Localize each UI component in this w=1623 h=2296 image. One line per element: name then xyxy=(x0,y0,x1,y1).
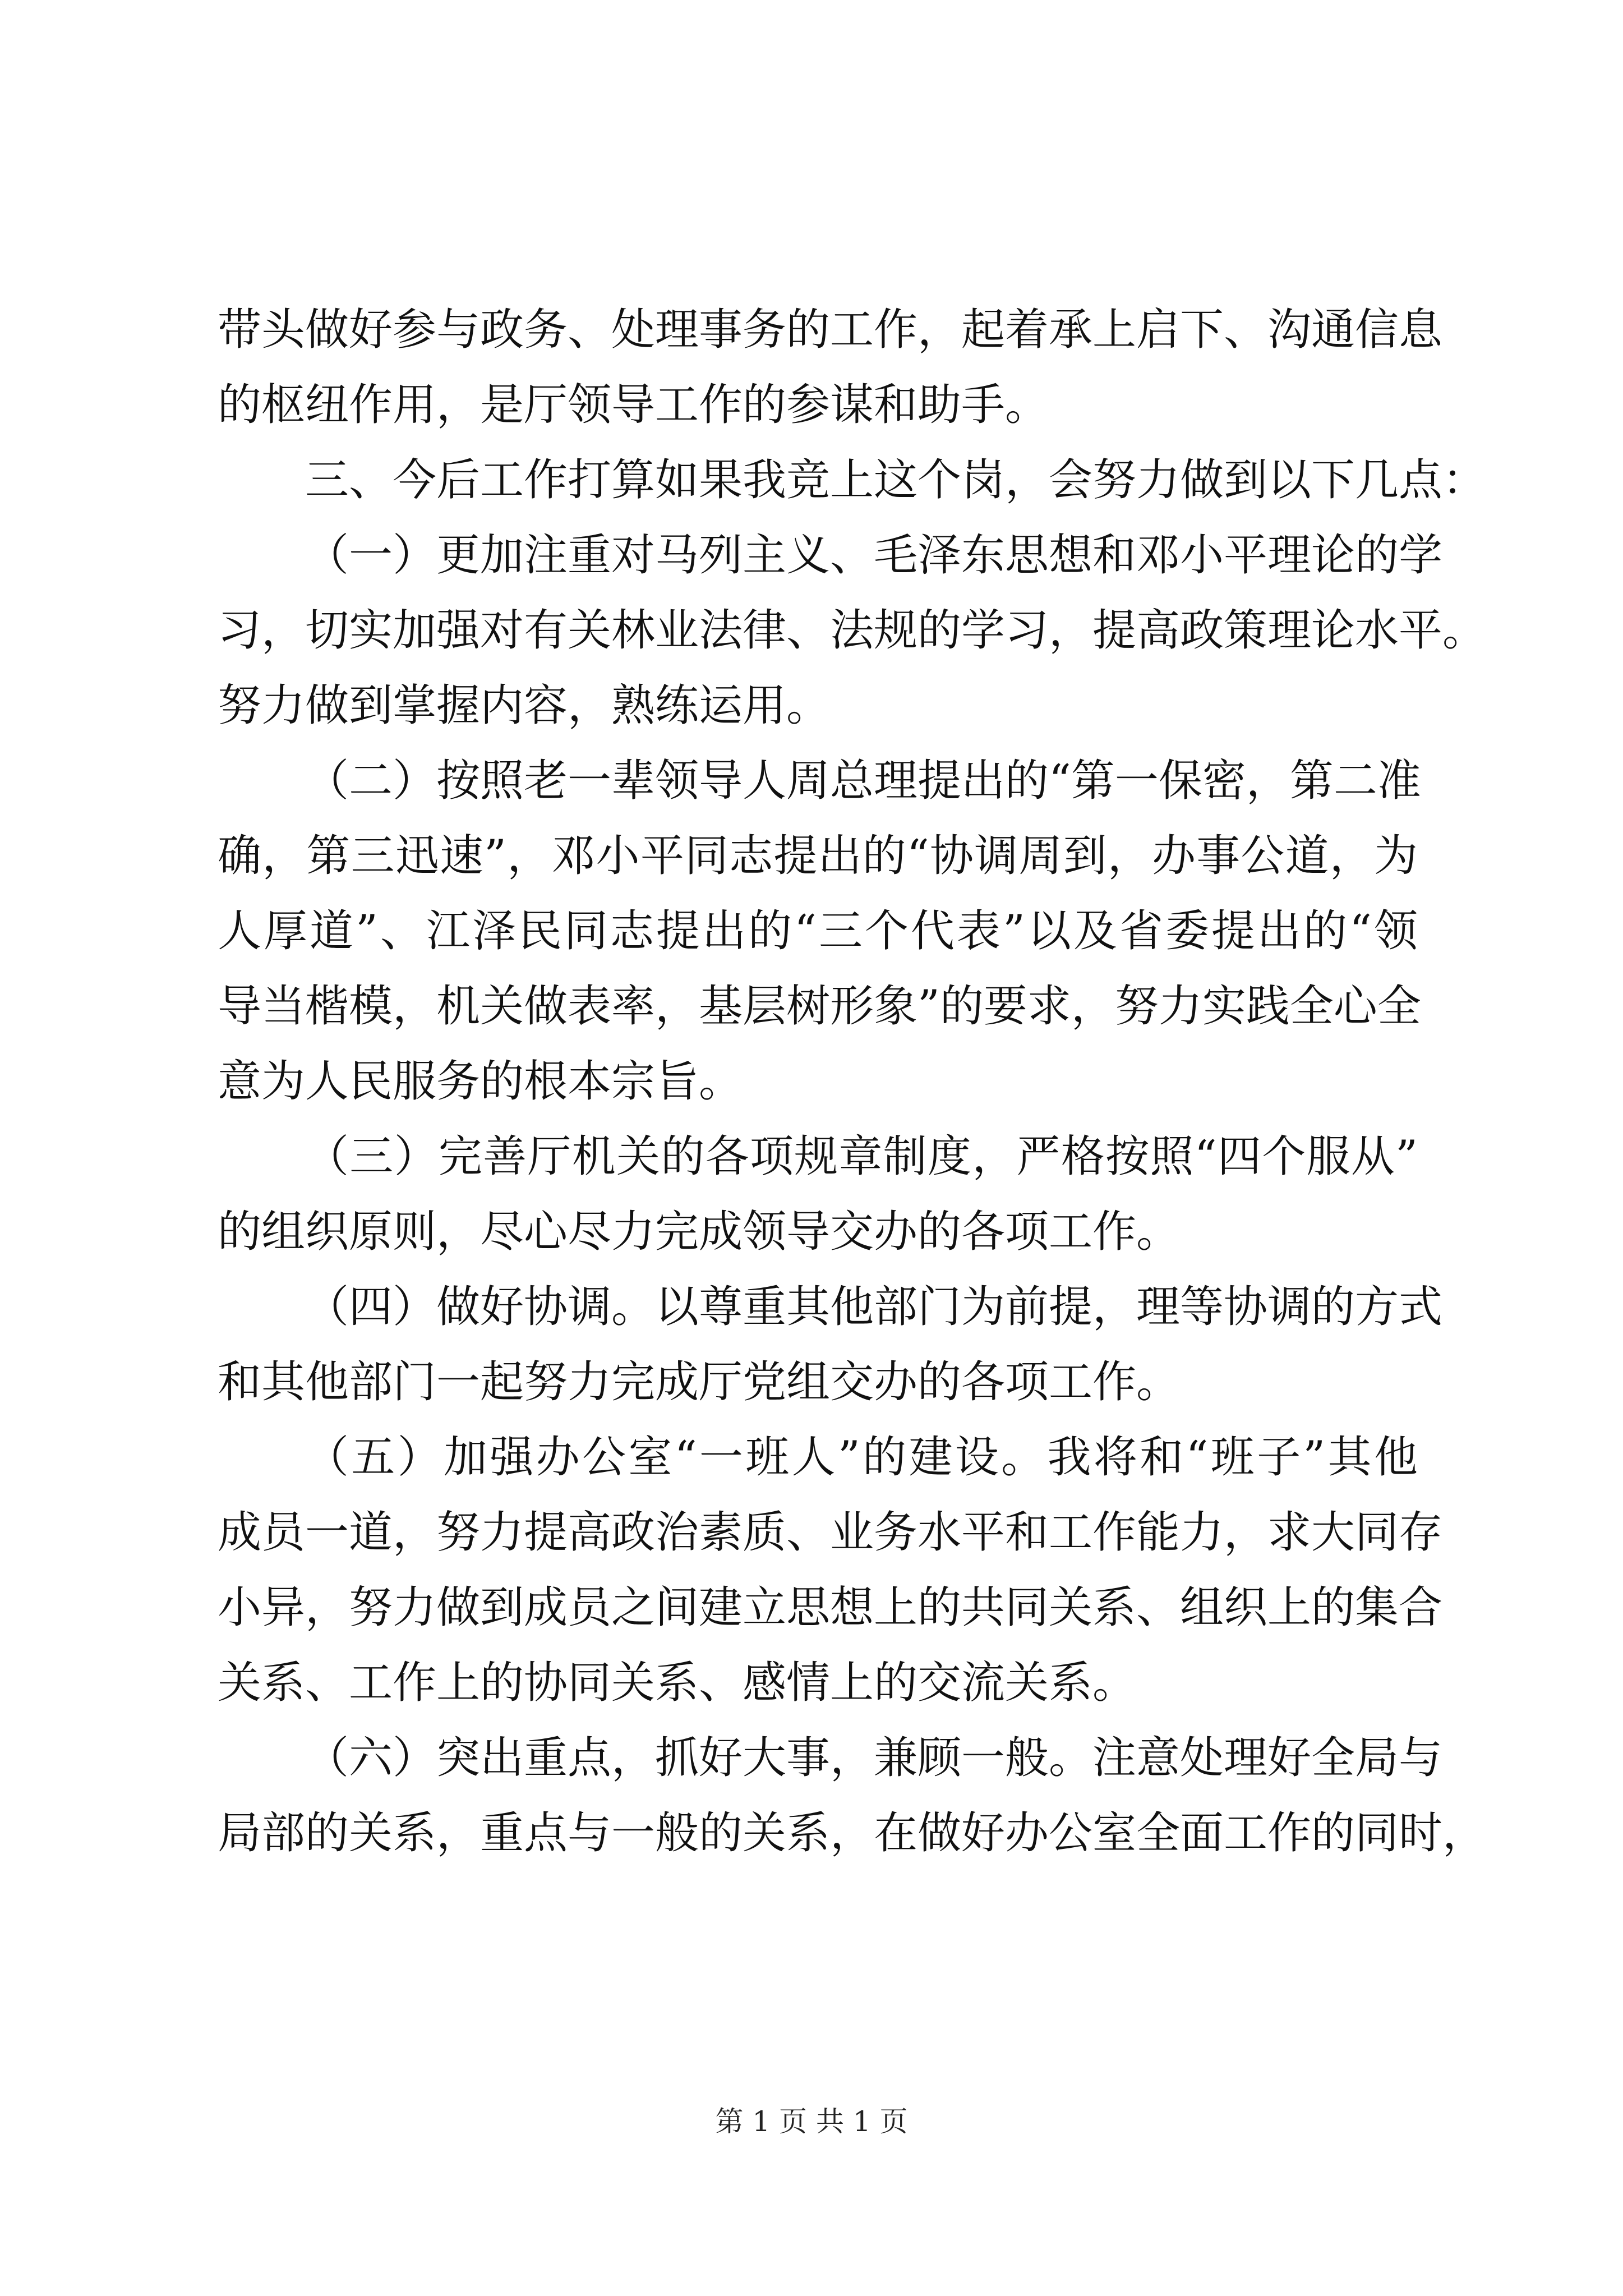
text-line: 局部的关系，重点与一般的关系，在做好办公室全面工作的同时， xyxy=(218,1808,1487,1858)
text-line: 习，切实加强对有关林业法律、法规的学习，提高政策理论水平。 xyxy=(218,605,1487,656)
text-line: 人厚道”、江泽民同志提出的“三个代表”以及省委提出的“领 xyxy=(218,906,1418,956)
page-number-footer: 第 1 页 共 1 页 xyxy=(715,2105,908,2138)
text-line: （三）完善厅机关的各项规章制度，严格按照“四个服从” xyxy=(305,1131,1418,1182)
text-line: 努力做到掌握内容，熟练运用。 xyxy=(218,680,831,731)
text-line: 和其他部门一起努力完成厅党组交办的各项工作。 xyxy=(218,1357,1181,1407)
text-line: 确，第三迅速”，邓小平同志提出的“协调周到，办事公道，为 xyxy=(218,831,1418,881)
text-line: （五）加强办公室“一班人”的建设。我将和“班子”其他 xyxy=(305,1432,1418,1483)
text-line: 关系、工作上的协同关系、感情上的交流关系。 xyxy=(218,1658,1137,1708)
text-line: （一）更加注重对马列主义、毛泽东思想和邓小平理论的学 xyxy=(305,530,1443,581)
text-line: （六）突出重点，抓好大事，兼顾一般。注意处理好全局与 xyxy=(305,1733,1443,1783)
text-line: 带头做好参与政务、处理事务的工作，起着承上启下、沟通信息 xyxy=(218,305,1443,355)
text-line: 的枢纽作用，是厅领导工作的参谋和助手。 xyxy=(218,380,1049,430)
text-line: 意为人民服务的根本宗旨。 xyxy=(218,1056,743,1107)
text-line: 成员一道，努力提高政治素质、业务水平和工作能力，求大同存 xyxy=(218,1507,1443,1558)
text-line: （二）按照老一辈领导人周总理提出的“第一保密，第二准 xyxy=(305,756,1421,806)
text-line: 导当楷模，机关做表率，基层树形象”的要求，努力实践全心全 xyxy=(218,981,1421,1032)
text-line: （四）做好协调。以尊重其他部门为前提，理等协调的方式 xyxy=(305,1282,1443,1332)
text-line: 三、今后工作打算如果我竞上这个岗，会努力做到以下几点： xyxy=(305,455,1487,505)
text-line: 的组织原则，尽心尽力完成领导交办的各项工作。 xyxy=(218,1207,1181,1257)
text-line: 小异，努力做到成员之间建立思想上的共同关系、组织上的集合 xyxy=(218,1582,1443,1633)
